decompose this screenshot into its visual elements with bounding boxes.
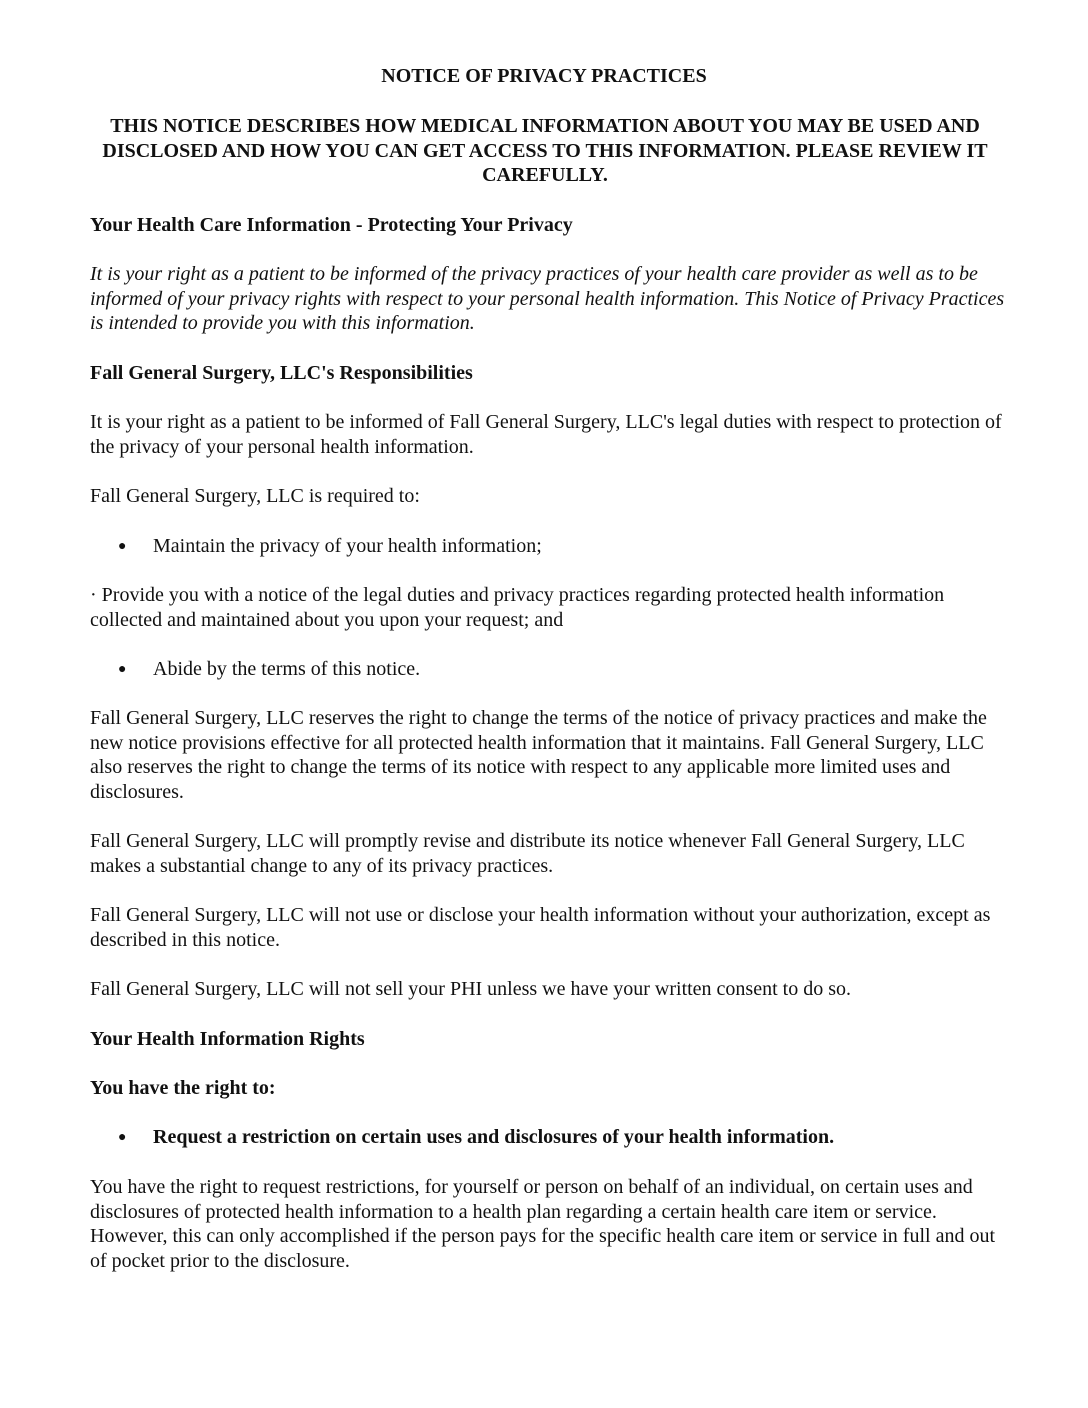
list-item-text: Request a restriction on certain uses and disclosures of your health information. [153, 1126, 835, 1148]
list-item: · Provide you with a notice of the legal duties and privacy practices regarding protected health information collected and maintained about you upon your request; and [90, 584, 945, 631]
responsibilities-paragraph-5: Fall General Surgery, LLC will not use or disclose your health information without your authorization, except as described in this notice. [90, 904, 991, 951]
list-item [118, 1125, 834, 1150]
rights-paragraph-1: You have the right to request restrictions, for yourself or person on behalf of an individual, on certain uses and disclosures of protected health information to a health plan regarding a certain health care item or service. However, this can only accomplished if the person pays for the specific health care item or service in full and out of pocket prior to the disclosure. [90, 1176, 995, 1272]
responsibilities-paragraph-1: It is your right as a patient to be informed of Fall General Surgery, LLC's legal duties with respect to protection of the privacy of your personal health information. [90, 411, 1002, 458]
bullet-icon: ● [118, 539, 127, 554]
privacy-intro-paragraph: It is your right as a patient to be informed of the privacy practices of your health care provider as well as to be informed of your privacy rights with respect to your personal health information. This Notice of Privacy Practices is intended to provide you with this information. [90, 263, 1005, 334]
responsibilities-paragraph-6: Fall General Surgery, LLC will not sell your PHI unless we have your written consent to do so. [90, 978, 851, 1000]
document-title: NOTICE OF PRIVACY PRACTICES [381, 65, 707, 87]
responsibilities-paragraph-2: Fall General Surgery, LLC is required to: [90, 485, 420, 507]
bullet-icon: ● [118, 1130, 127, 1145]
list-item-text: Abide by the terms of this notice. [153, 658, 421, 680]
section-heading-privacy: Your Health Care Information - Protecting Your Privacy [90, 214, 573, 236]
responsibilities-paragraph-3: Fall General Surgery, LLC reserves the right to change the terms of the notice of privacy practices and make the new notice provisions effective for all protected health information that it maintains. Fall General Surgery, LLC also reserves the right to change the terms of its notice with respect to any applicable more limited uses and disclosures. [90, 707, 987, 803]
list-item-text: Maintain the privacy of your health information; [153, 535, 542, 557]
section-heading-responsibilities: Fall General Surgery, LLC's Responsibilities [90, 362, 473, 384]
bullet-icon: ● [118, 662, 127, 677]
list-item [118, 534, 542, 559]
responsibilities-paragraph-4: Fall General Surgery, LLC will promptly revise and distribute its notice whenever Fall General Surgery, LLC makes a substantial change to any of its privacy practices. [90, 830, 965, 877]
list-item [118, 657, 420, 682]
document-subtitle: THIS NOTICE DESCRIBES HOW MEDICAL INFORMATION ABOUT YOU MAY BE USED AND DISCLOSED AND HOW YOU CAN GET ACCESS TO THIS INFORMATION. PLEASE REVIEW IT CAREFULLY. [102, 115, 988, 186]
section-subheading-rights: You have the right to: [90, 1077, 276, 1099]
section-heading-rights: Your Health Information Rights [90, 1028, 365, 1050]
